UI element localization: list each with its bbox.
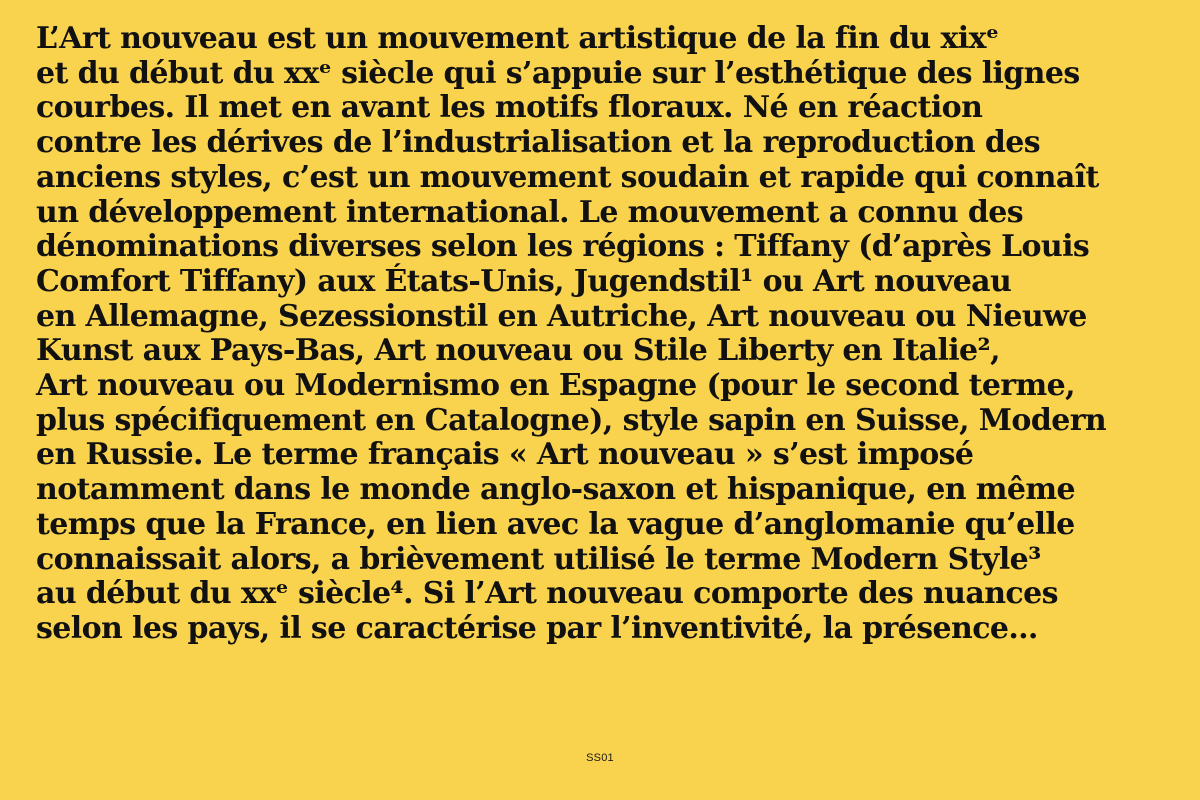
text-line: et du début du xxᵉ siècle qui s’appuie sur l’esthétique des lignes — [36, 55, 1080, 91]
text-line: un développement international. Le mouvement a connu des — [36, 194, 1024, 230]
text-line: connaissait alors, a brièvement utilisé le terme Modern Style³ — [36, 541, 1041, 577]
text-line: L’Art nouveau est un mouvement artistique de la fin du xixᵉ — [36, 21, 999, 56]
text-line: dénominations diverses selon les régions : Tiffany (d’après Louis — [36, 229, 1090, 265]
specimen-text-block — [36, 22, 1176, 647]
text-line: Art nouveau ou Modernismo en Espagne (pour le second terme, — [36, 368, 1075, 404]
text-line: en Allemagne, Sezessionstil en Autriche, Art nouveau ou Nieuwe — [36, 298, 1087, 334]
text-line: au début du xxᵉ siècle⁴. Si l’Art nouveau comporte des nuances — [36, 576, 1058, 612]
text-line: en Russie. Le terme français « Art nouveau » s’est imposé — [36, 437, 974, 473]
text-line: temps que la France, en lien avec la vague d’anglomanie qu’elle — [36, 506, 1075, 542]
text-line: Comfort Tiffany) aux États-Unis, Jugendstil¹ ou Art nouveau — [36, 263, 1012, 299]
text-line: selon les pays, il se caractérise par l’inventivité, la présence… — [36, 610, 1038, 646]
stylistic-set-label: SS01 — [586, 752, 614, 764]
text-line: courbes. Il met en avant les motifs floraux. Né en réaction — [36, 90, 983, 126]
text-line: contre les dérives de l’industrialisation et la reproduction des — [36, 125, 1041, 161]
text-line: anciens styles, c’est un mouvement soudain et rapide qui connaît — [36, 159, 1099, 195]
text-line: plus spécifiquement en Catalogne), style sapin en Suisse, Modern — [36, 402, 1107, 438]
text-line: notamment dans le monde anglo-saxon et hispanique, en même — [36, 472, 1076, 508]
text-line: Kunst aux Pays-Bas, Art nouveau ou Stile Liberty en Italie², — [36, 333, 1000, 369]
